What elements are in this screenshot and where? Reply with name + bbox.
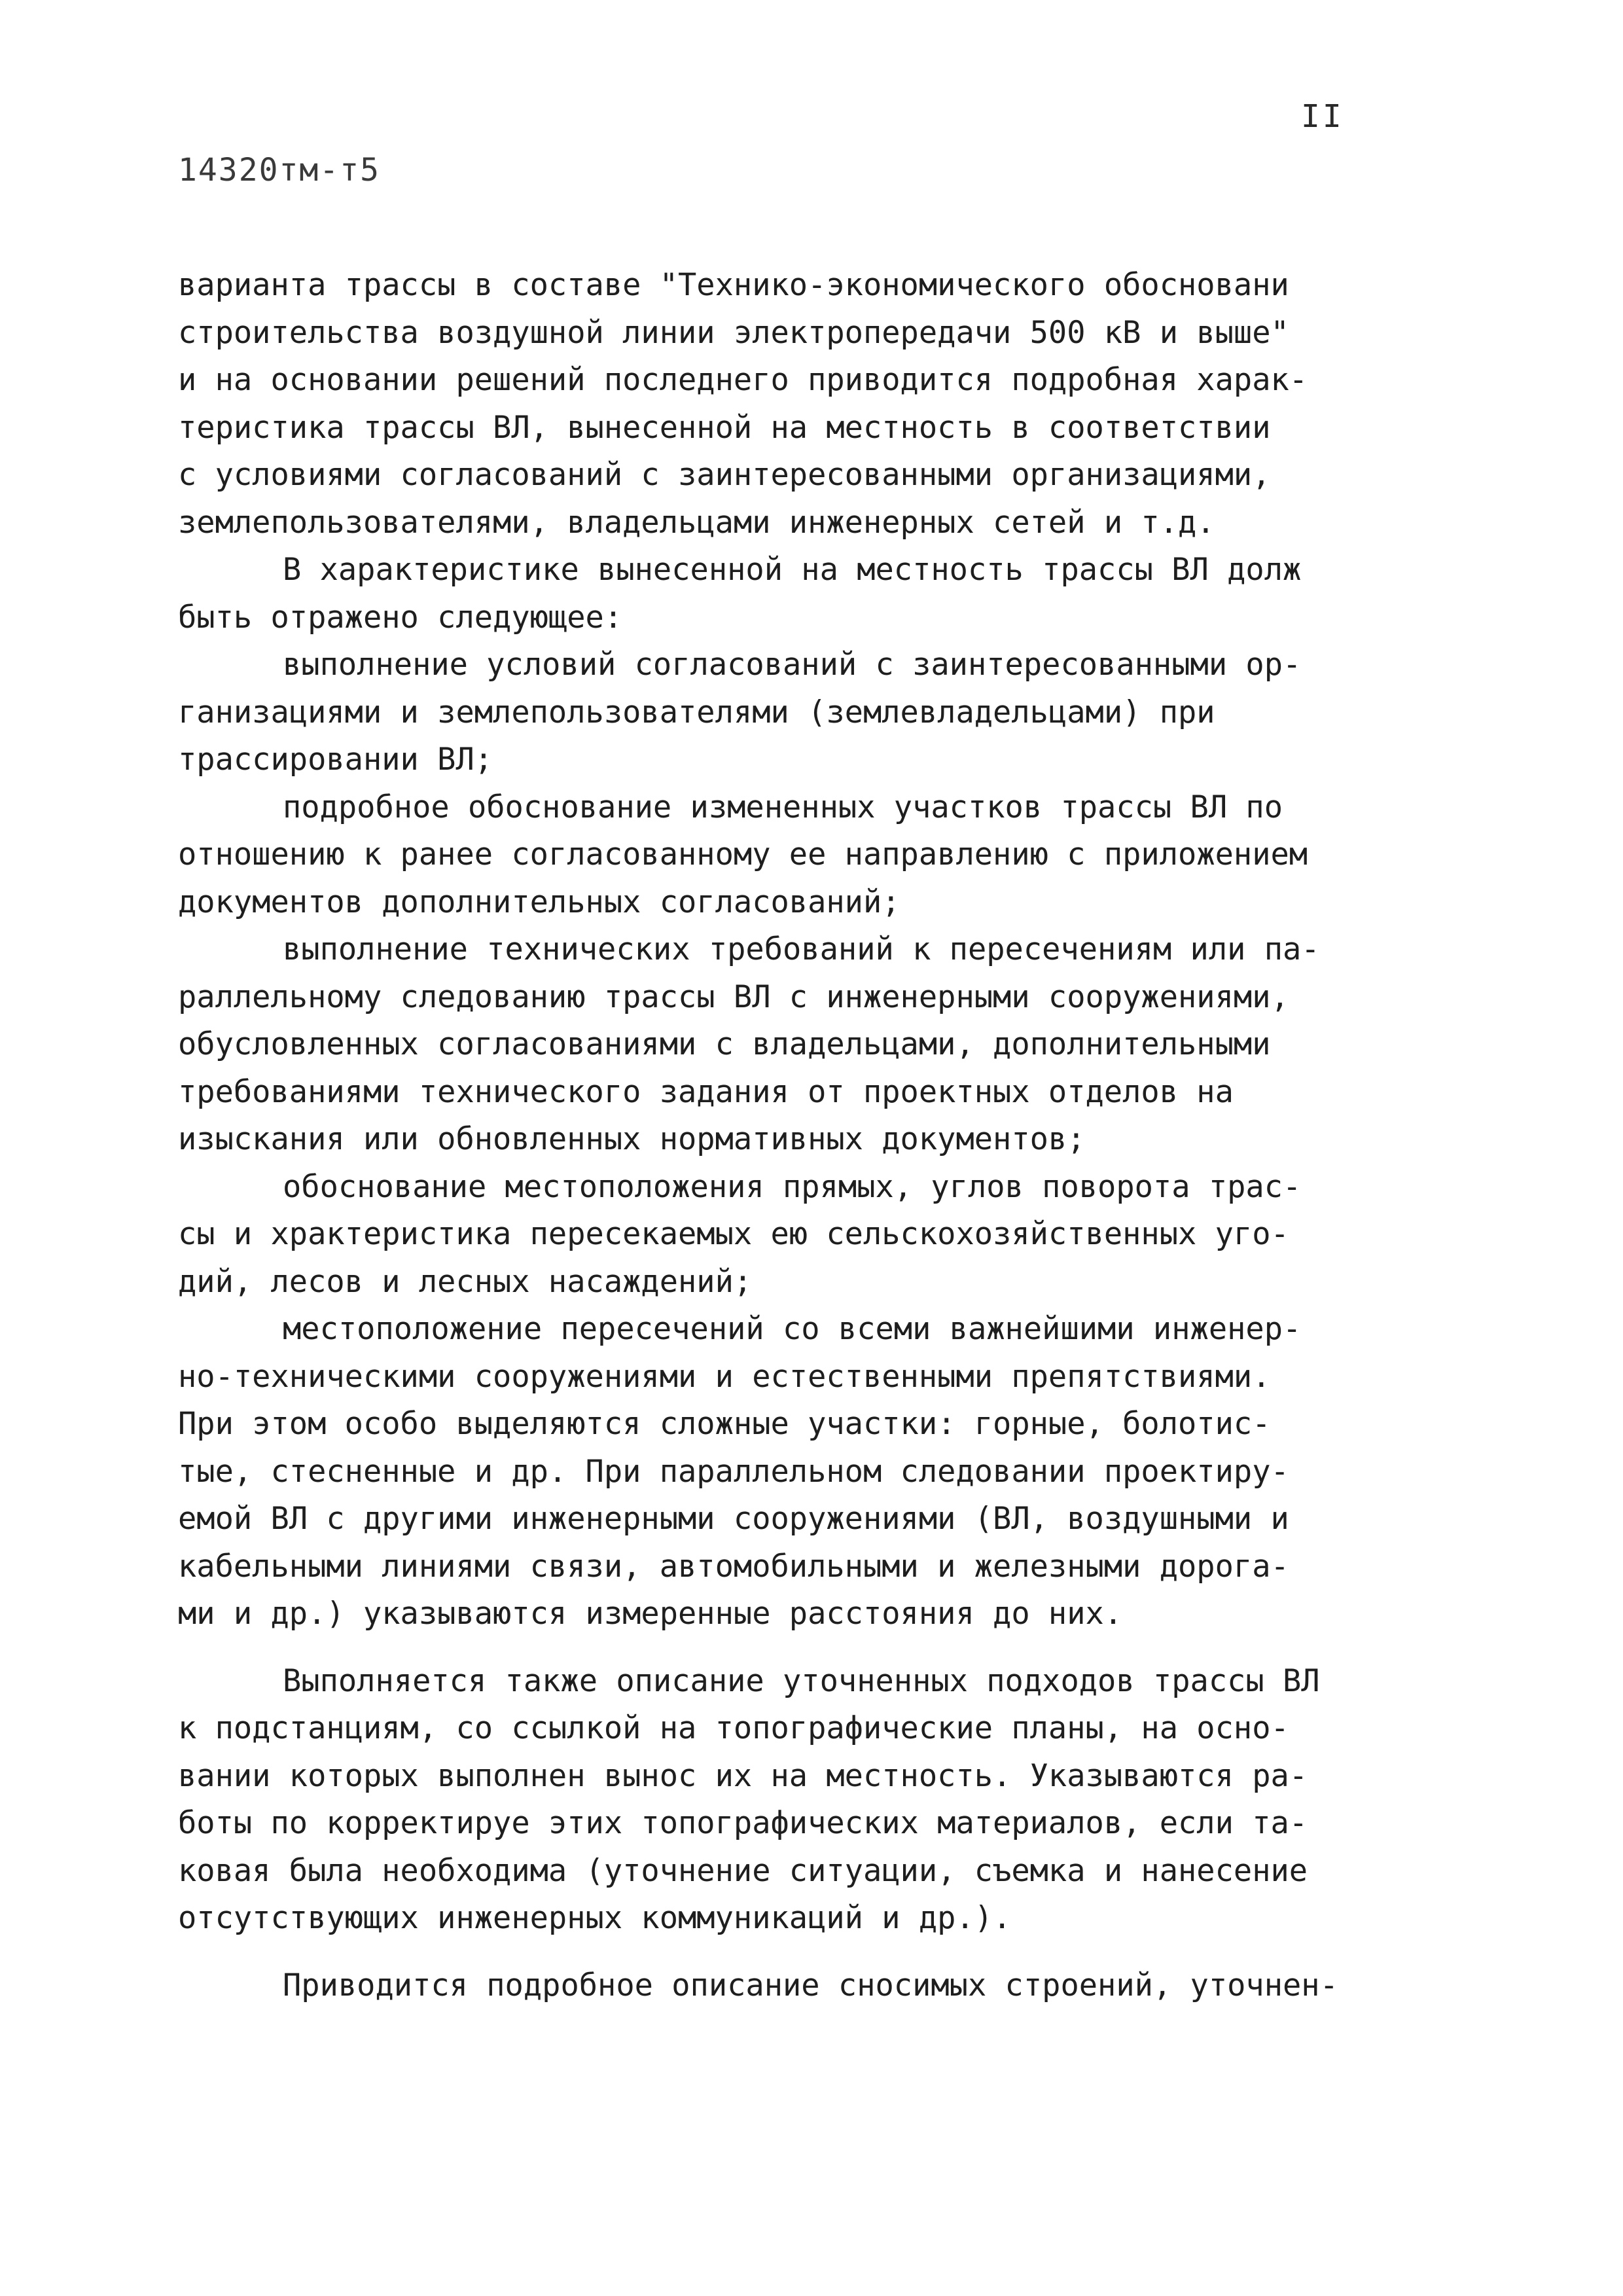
text-line: емой ВЛ с другими инженерными сооружениями (ВЛ, воздушными и — [178, 1501, 1289, 1537]
text-line: сы и храктеристика пересекаемых ею сельскохозяйственных уго- — [178, 1216, 1289, 1252]
text-line: кабельными линиями связи, автомобильными и железными дорога- — [178, 1548, 1289, 1585]
text-line: выполнение условий согласований с заинтересованными ор- — [283, 647, 1302, 683]
text-line: В характеристике вынесенной на местность трассы ВЛ долж — [283, 552, 1302, 588]
text-line: обусловленных согласованиями с владельцами, дополнительными — [178, 1026, 1271, 1062]
text-line: землепользователями, владельцами инженерных сетей и т.д. — [178, 504, 1215, 541]
text-line: местоположение пересечений со всеми важнейшими инженер- — [283, 1311, 1302, 1347]
text-line: вании которых выполнен вынос их на местность. Указываются ра- — [178, 1757, 1308, 1794]
text-line: тые, стесненные и др. При параллельном следовании проектиру- — [178, 1453, 1289, 1490]
text-line: к подстанциям, со ссылкой на топографические планы, на осно- — [178, 1710, 1289, 1746]
text-line: документов дополнительных согласований; — [178, 884, 901, 920]
paragraph-gap — [178, 1638, 1435, 1658]
paragraph-gap — [178, 1943, 1435, 1962]
text-line: Выполняется также описание уточненных подходов трассы ВЛ — [283, 1662, 1320, 1699]
text-line: обоснование местоположения прямых, углов поворота трас- — [283, 1168, 1302, 1205]
text-line: выполнение технических требований к пересечениям или па- — [283, 931, 1320, 967]
text-line: изыскания или обновленных нормативных документов; — [178, 1121, 1086, 1157]
text-line: раллельному следованию трассы ВЛ с инженерными сооружениями, — [178, 978, 1289, 1015]
text-line: боты по корректируе этих топографических материалов, если та- — [178, 1805, 1308, 1841]
text-line: ганизациями и землепользователями (землевладельцами) при — [178, 694, 1215, 730]
text-line: строительства воздушной линии электропередачи 500 кВ и выше" — [178, 314, 1289, 351]
text-line: требованиями технического задания от проектных отделов на — [178, 1073, 1234, 1110]
text-line: теристика трассы ВЛ, вынесенной на местность в соответствии — [178, 409, 1271, 446]
text-line: с условиями согласований с заинтересованными организациями, — [178, 457, 1271, 493]
text-line: варианта трассы в составе "Технико-экономического обосновани — [178, 267, 1289, 303]
text-line: ковая была необходима (уточнение ситуации, съемка и нанесение — [178, 1852, 1308, 1889]
text-line: отсутствующих инженерных коммуникаций и др.). — [178, 1900, 1012, 1936]
text-line: Приводится подробное описание сносимых строений, уточнен- — [283, 1967, 1338, 2003]
text-line: быть отражено следующее: — [178, 599, 623, 636]
text-line: ми и др.) указываются измеренные расстояния до них. — [178, 1596, 1123, 1632]
text-line: но-техническими сооружениями и естественными препятствиями. — [178, 1358, 1271, 1395]
text-line: и на основании решений последнего приводится подробная харак- — [178, 362, 1308, 398]
text-line: подробное обоснование измененных участков трассы ВЛ по — [283, 789, 1283, 825]
body-text — [178, 262, 1435, 2009]
page-number: II — [1301, 98, 1344, 135]
document-code: 14320тм-т5 — [178, 152, 380, 188]
text-line: При этом особо выделяются сложные участки: горные, болотис- — [178, 1406, 1271, 1442]
text-line: трассировании ВЛ; — [178, 742, 493, 778]
text-line: отношению к ранее согласованному ее направлению с приложением — [178, 836, 1308, 872]
text-line: дий, лесов и лесных насаждений; — [178, 1263, 753, 1300]
